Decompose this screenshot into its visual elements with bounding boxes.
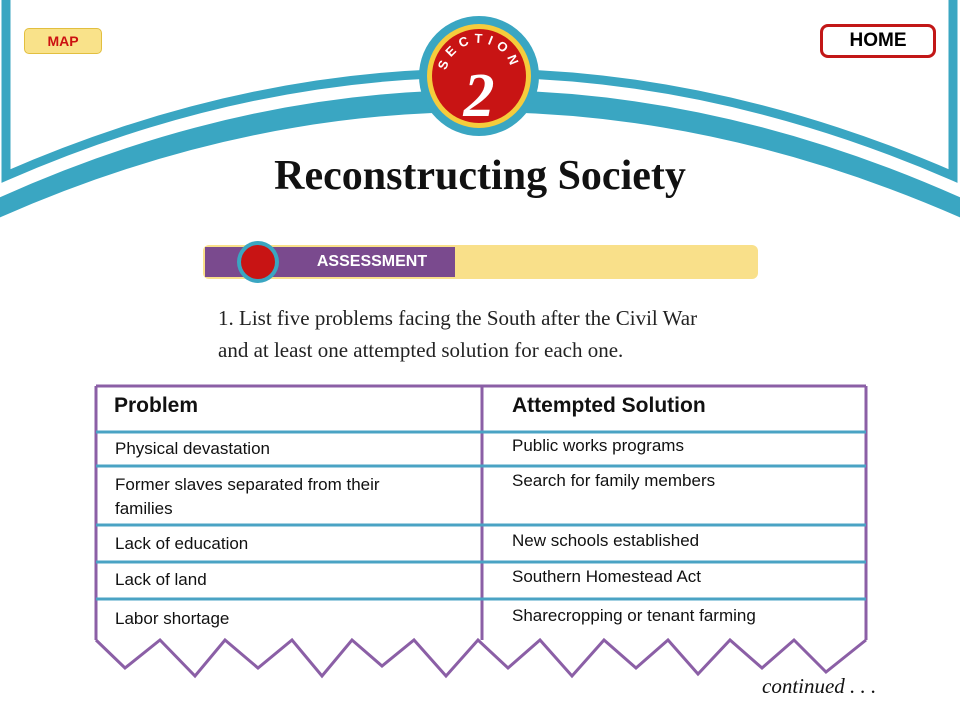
cell-line: Lack of education: [115, 534, 249, 553]
section-word: SECTION: [434, 30, 524, 72]
page-title: Reconstructing Society: [274, 153, 686, 199]
cell-line: Physical devastation: [115, 439, 270, 458]
question-line-1: 1. List five problems facing the South after the Civil War: [218, 306, 698, 330]
cell-line: Labor shortage: [115, 609, 230, 628]
table-row-3-problem: [115, 532, 465, 556]
header-solution: Attempted Solution: [512, 394, 706, 417]
section-number: 2: [463, 62, 495, 130]
table-row-3-solution: New schools established: [512, 531, 700, 550]
section-badge: [419, 16, 539, 136]
table-row-2-problem: [115, 473, 475, 521]
header-problem: Problem: [114, 394, 199, 417]
cell-line: families: [115, 499, 173, 518]
table-row-5-solution: Sharecropping or tenant farming: [512, 606, 756, 625]
question-text: [218, 302, 818, 366]
red-circle-icon: [241, 245, 275, 279]
table-row-1-problem: [115, 437, 465, 461]
map-button[interactable]: MAP: [24, 28, 102, 54]
question-line-2: and at least one attempted solution for each one.: [218, 338, 624, 362]
table-row-2-solution: Search for family members: [512, 471, 716, 490]
assessment-label: ASSESSMENT: [316, 253, 428, 270]
table-row-4-solution: Southern Homestead Act: [512, 567, 702, 586]
table-row-4-problem: [115, 568, 465, 592]
continued-text: continued . . .: [762, 674, 877, 698]
home-button[interactable]: HOME: [820, 24, 936, 58]
cell-line: Former slaves separated from their: [115, 475, 380, 494]
assessment-bar: [203, 241, 758, 283]
table-row-5-problem: [115, 607, 465, 631]
table-row-1-solution: Public works programs: [512, 436, 684, 455]
torn-edge: [96, 640, 866, 676]
cell-line: Lack of land: [115, 570, 207, 589]
